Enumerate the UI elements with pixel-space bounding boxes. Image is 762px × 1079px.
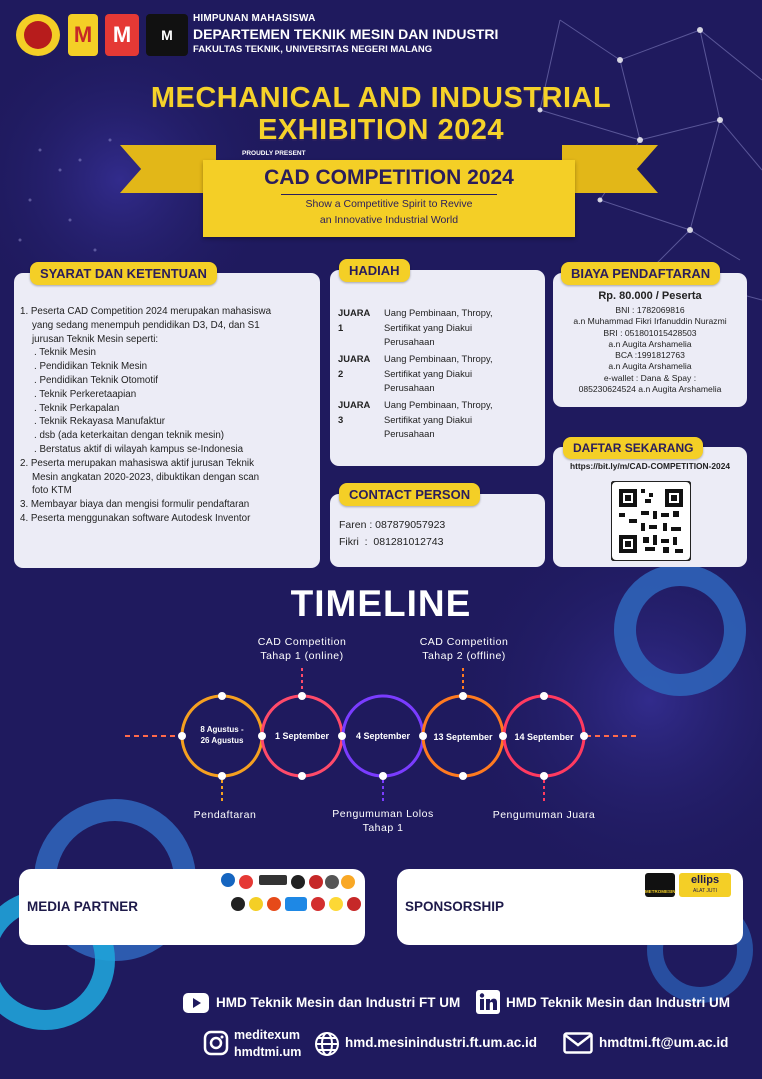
partner-logo [239,875,253,889]
fee-details: BNI : 1782069816 a.n Muhammad Fikri Irfanuddin Nurazmi BRI : 051801015428503 a.n Augita Arshamelia BCA :1991812763 a.n Augita Arshamelia e-wallet : Dana & Spay : 085230624524 a.n Augita Arshamelia [573,305,727,395]
hmd-logo: M [68,14,98,56]
register-link[interactable]: https://bit.ly/m/CAD-COMPETITION-2024 [569,461,731,471]
meditex-logo: M [146,14,188,56]
terms-line: . dsb (ada keterkaitan dengan teknik mesin) [34,430,225,442]
register-heading: DAFTAR SEKARANG [563,437,703,459]
terms-line: . Teknik Mesin [34,347,96,359]
email-icon[interactable] [563,1032,593,1054]
terms-line: jurusan Teknik Mesin seperti: [32,333,159,345]
partner-logo [341,875,355,889]
contact-line-1: Faren : 087879057923 [339,519,446,531]
timeline-label-stage1: CAD Competition Tahap 1 (online) [257,636,347,662]
timeline-date-5: 14 September [514,732,574,742]
partner-logo [259,875,287,885]
timeline-date-4: 13 September [433,732,493,742]
qr-code-icon[interactable] [611,481,691,561]
timeline-date-1: 8 Agustus - 26 Agustus [200,725,244,745]
partner-logo [347,897,361,911]
timeline-title: TIMELINE [290,583,472,624]
competition-name: CAD COMPETITION 2024 [264,166,514,189]
partner-logo [311,897,325,911]
partner-logo [309,875,323,889]
timeline-date-2: 1 September [274,731,330,741]
timeline-label-winner: Pengumuman Juara [492,809,596,821]
sponsorship-card [397,869,743,945]
terms-line: . Teknik Perkapalan [34,402,120,414]
sponsor-ellips-logo: ellips ALAT JUTI [679,873,731,897]
um-logo [16,14,60,56]
partner-logo [231,897,245,911]
contact-heading: CONTACT PERSON [339,483,480,506]
terms-heading: SYARAT DAN KETENTUAN [30,262,217,285]
timeline-label-announcement1: Pengumuman Lolos Tahap 1 [332,808,434,834]
tagline: Show a Competitive Spirit to Revive an Innovative Industrial World [305,198,473,226]
sponsor-metromesin-logo: METROMESIN [645,873,675,897]
mie-logo: M [105,14,139,56]
youtube-icon[interactable] [183,993,209,1013]
partner-logo [285,897,307,911]
linkedin-icon[interactable] [476,990,500,1014]
fee-price: Rp. 80.000 / Peserta [598,290,702,302]
terms-list [20,305,316,526]
org-line-2: DEPARTEMEN TEKNIK MESIN DAN INDUSTRI [193,26,499,42]
timeline-date-3: 4 September [355,731,411,741]
terms-line: . Berstatus aktif di wilayah kampus se-Indonesia [34,443,244,455]
instagram-handle-2[interactable]: hmdtmi.um [234,1045,302,1059]
fee-heading: BIAYA PENDAFTARAN [561,262,720,285]
email-link[interactable]: hmdtmi.ft@um.ac.id [599,1035,729,1050]
terms-line: 2. Peserta merupakan mahasiswa aktif jurusan Teknik [20,457,254,469]
partner-logo [221,873,235,887]
terms-line: Mesin angkatan 2020-2023, dibuktikan dengan scan [32,471,260,483]
ribbon-divider [281,194,497,195]
proudly-present: PROUDLY PRESENT [242,150,306,157]
partner-logo [329,897,343,911]
terms-line: . Pendidikan Teknik Otomotif [34,374,158,386]
competition-ribbon [203,160,575,237]
partner-logo [291,875,305,889]
partner-logo [249,897,263,911]
event-title-line1: MECHANICAL AND INDUSTRIAL [150,82,612,114]
partner-logo [267,897,281,911]
globe-icon[interactable] [314,1031,340,1057]
org-line-3: FAKULTAS TEKNIK, UNIVERSITAS NEGERI MALANG [193,44,433,55]
timeline-label-registration: Pendaftaran [193,809,257,821]
instagram-handle-1[interactable]: meditexum [234,1028,300,1042]
terms-line: foto KTM [32,485,72,497]
sponsorship-label: SPONSORSHIP [405,899,505,914]
org-line-1: HIMPUNAN MAHASISWA [193,13,316,24]
media-partner-card [19,869,365,945]
terms-line: . Teknik Perkeretaapian [34,388,137,400]
youtube-link[interactable]: HMD Teknik Mesin dan Industri FT UM [216,995,461,1010]
website-link[interactable]: hmd.mesinindustri.ft.um.ac.id [345,1035,538,1050]
event-title-line2: EXHIBITION 2024 [257,114,505,146]
media-partner-logos [219,871,359,941]
terms-line: 3. Membayar biaya dan mengisi formulir pendaftaran [20,499,250,511]
terms-line: yang sedang menempuh pendidikan D3, D4, dan S1 [32,319,260,331]
terms-line: 1. Peserta CAD Competition 2024 merupakan mahasiswa [20,306,272,317]
terms-line: 4. Peserta menggunakan software Autodesk Inventor [20,512,251,524]
media-partner-label: MEDIA PARTNER [27,899,138,914]
instagram-icon[interactable] [203,1030,229,1056]
linkedin-link[interactable]: HMD Teknik Mesin dan Industri UM [506,995,731,1010]
terms-line: . Teknik Rekayasa Manufaktur [34,416,166,428]
prizes-heading: HADIAH [339,259,410,282]
contact-line-2: Fikri : 081281012743 [339,536,444,548]
terms-line: . Pendidikan Teknik Mesin [34,361,148,373]
timeline-label-stage2: CAD Competition Tahap 2 (offline) [419,636,509,662]
partner-logo [325,875,339,889]
